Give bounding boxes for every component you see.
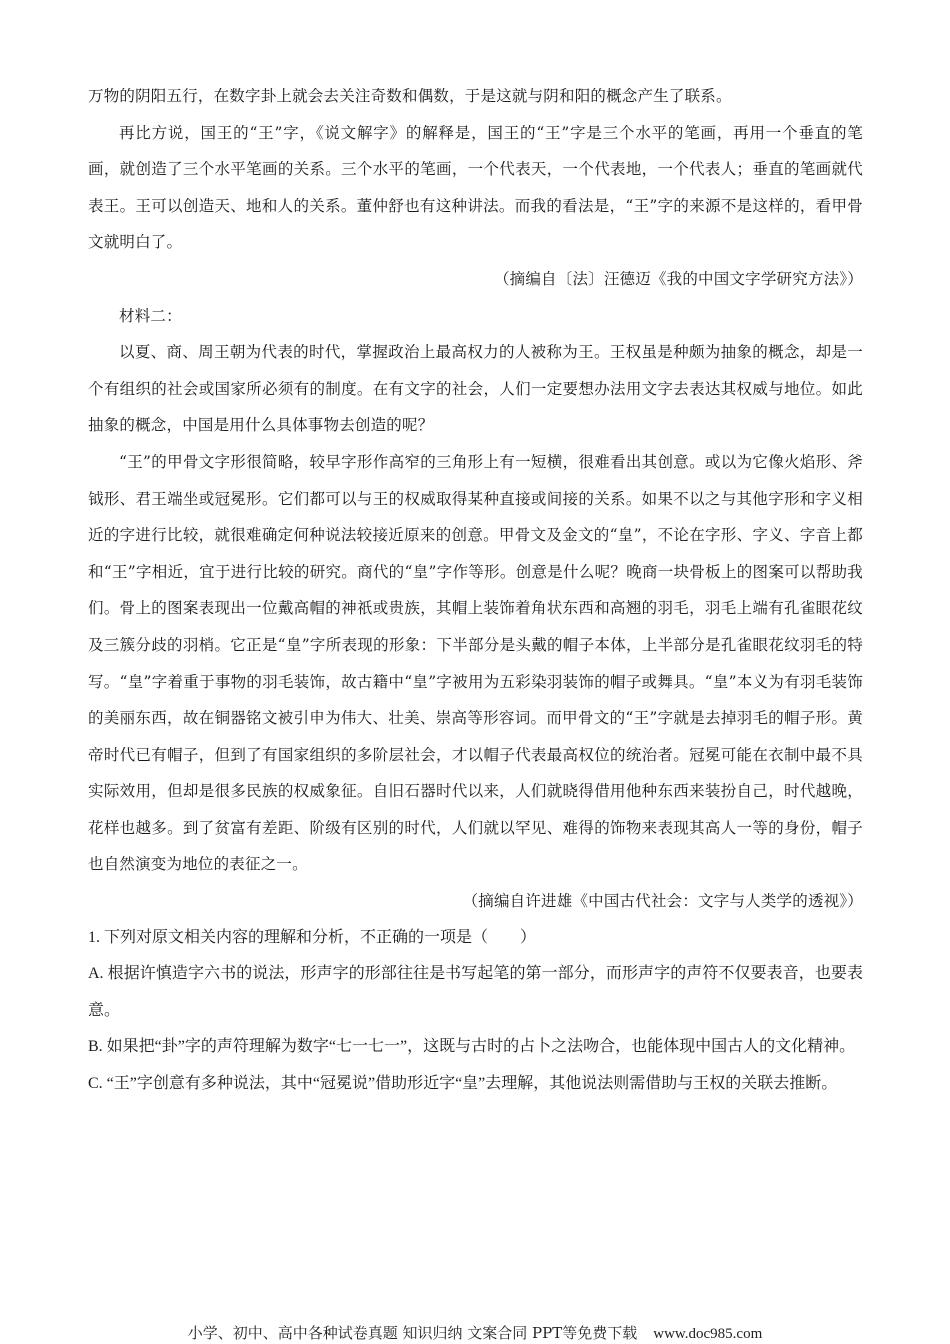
option-a: A. 根据许慎造字六书的说法，形声字的形部往往是书写起笔的第一部分，而形声字的声符不仅要表音，也要表意。 <box>88 965 863 1019</box>
source-citation-2: （摘编自许进雄《中国古代社会：文字与人类学的透视》） <box>462 892 863 911</box>
paragraph-2: 再比方说，国王的“王”字，《说文解字》的解释是，国王的“王”字是三个水平的笔画，再用一个垂直的笔画，就创造了三个水平笔画的关系。三个水平的笔画，一个代表天，一个代表地，一个代表人；垂直的笔画就代表王。王可以创造天、地和人的关系。董仲舒也有这种讲法。而我的看法是，“王”字的来源不是这样的，看甲骨文就明白了。 <box>88 123 863 252</box>
material-heading: 材料二： <box>119 306 182 325</box>
footer-url[interactable]: www.doc985.com <box>653 1326 763 1342</box>
footer-text: 小学、初中、高中各种试卷真题 知识归纳 文案合同 PPT等免费下载 <box>187 1324 638 1342</box>
page-footer <box>0 1322 950 1343</box>
document-content <box>88 78 863 1103</box>
paragraph-4: “王”的甲骨文字形很简略，较早字形作高窄的三角形上有一短横，很难看出其创意。或以为它像火焰形、斧钺形、君王端坐或冠冕形。它们都可以与王的权威取得某种直接或间接的关系。如果不以之与其他字形和字义相近的字进行比较，就很难确定何种说法较接近原来的创意。甲骨文及金文的“皇”，不论在字形、字义、字音上都和“王”字相近，宜于进行比较的研究。商代的“皇”字作等形。创意是什么呢？晚商一块骨板上的图案可以帮助我们。骨上的图案表现出一位戴高帽的神祇或贵族，其帽上装饰着角状东西和高翘的羽毛，羽毛上端有孔雀眼花纹及三簇分歧的羽梢。它正是“皇”字所表现的形象：下半部分是头戴的帽子本体，上半部分是孔雀眼花纹羽毛的特写。“皇”字着重于事物的羽毛装饰，故古籍中“皇”字被用为五彩染羽装饰的帽子或舞具。“皇”本义为有羽毛装饰的美丽东西，故在铜器铭文被引申为伟大、壮美、崇高等形容词。而甲骨文的“王”字就是去掉羽毛的帽子形。黄帝时代已有帽子，但到了有国家组织的多阶层社会，才以帽子代表最高权位的统治者。冠冕可能在衣制中最不具实际效用，但却是很多民族的权威象征。自旧石器时代以来，人们就晓得借用他种东西来装扮自己，时代越晚，花样也越多。到了贫富有差距、阶级有区别的时代，人们就以罕见、难得的饰物来表现其高人一等的身份，帽子也自然演变为地位的表征之一。 <box>88 452 863 874</box>
option-b: B. 如果把“卦”字的声符理解为数字“七一七一”，这既与古时的占卜之法吻合，也能体现中国古人的文化精神。 <box>88 1038 856 1056</box>
question-stem: 1. 下列对原文相关内容的理解和分析，不正确的一项是（ ） <box>88 928 537 946</box>
paragraph-1: 万物的阴阳五行，在数字卦上就会去关注奇数和偶数，于是这就与阴和阳的概念产生了联系。 <box>88 87 732 105</box>
option-c: C. “王”字创意有多种说法，其中“冠冕说”借助形近字“皇”去理解，其他说法则需借助与王权的关联去推断。 <box>88 1075 838 1093</box>
source-citation-1: （摘编自〔法〕汪德迈《我的中国文字学研究方法》） <box>493 269 863 288</box>
paragraph-3: 以夏、商、周王朝为代表的时代，掌握政治上最高权力的人被称为王。王权虽是种颇为抽象的概念，却是一个有组织的社会或国家所必须有的制度。在有文字的社会，人们一定要想办法用文字去表达其权威与地位。如此抽象的概念，中国是用什么具体事物去创造的呢？ <box>88 343 863 435</box>
